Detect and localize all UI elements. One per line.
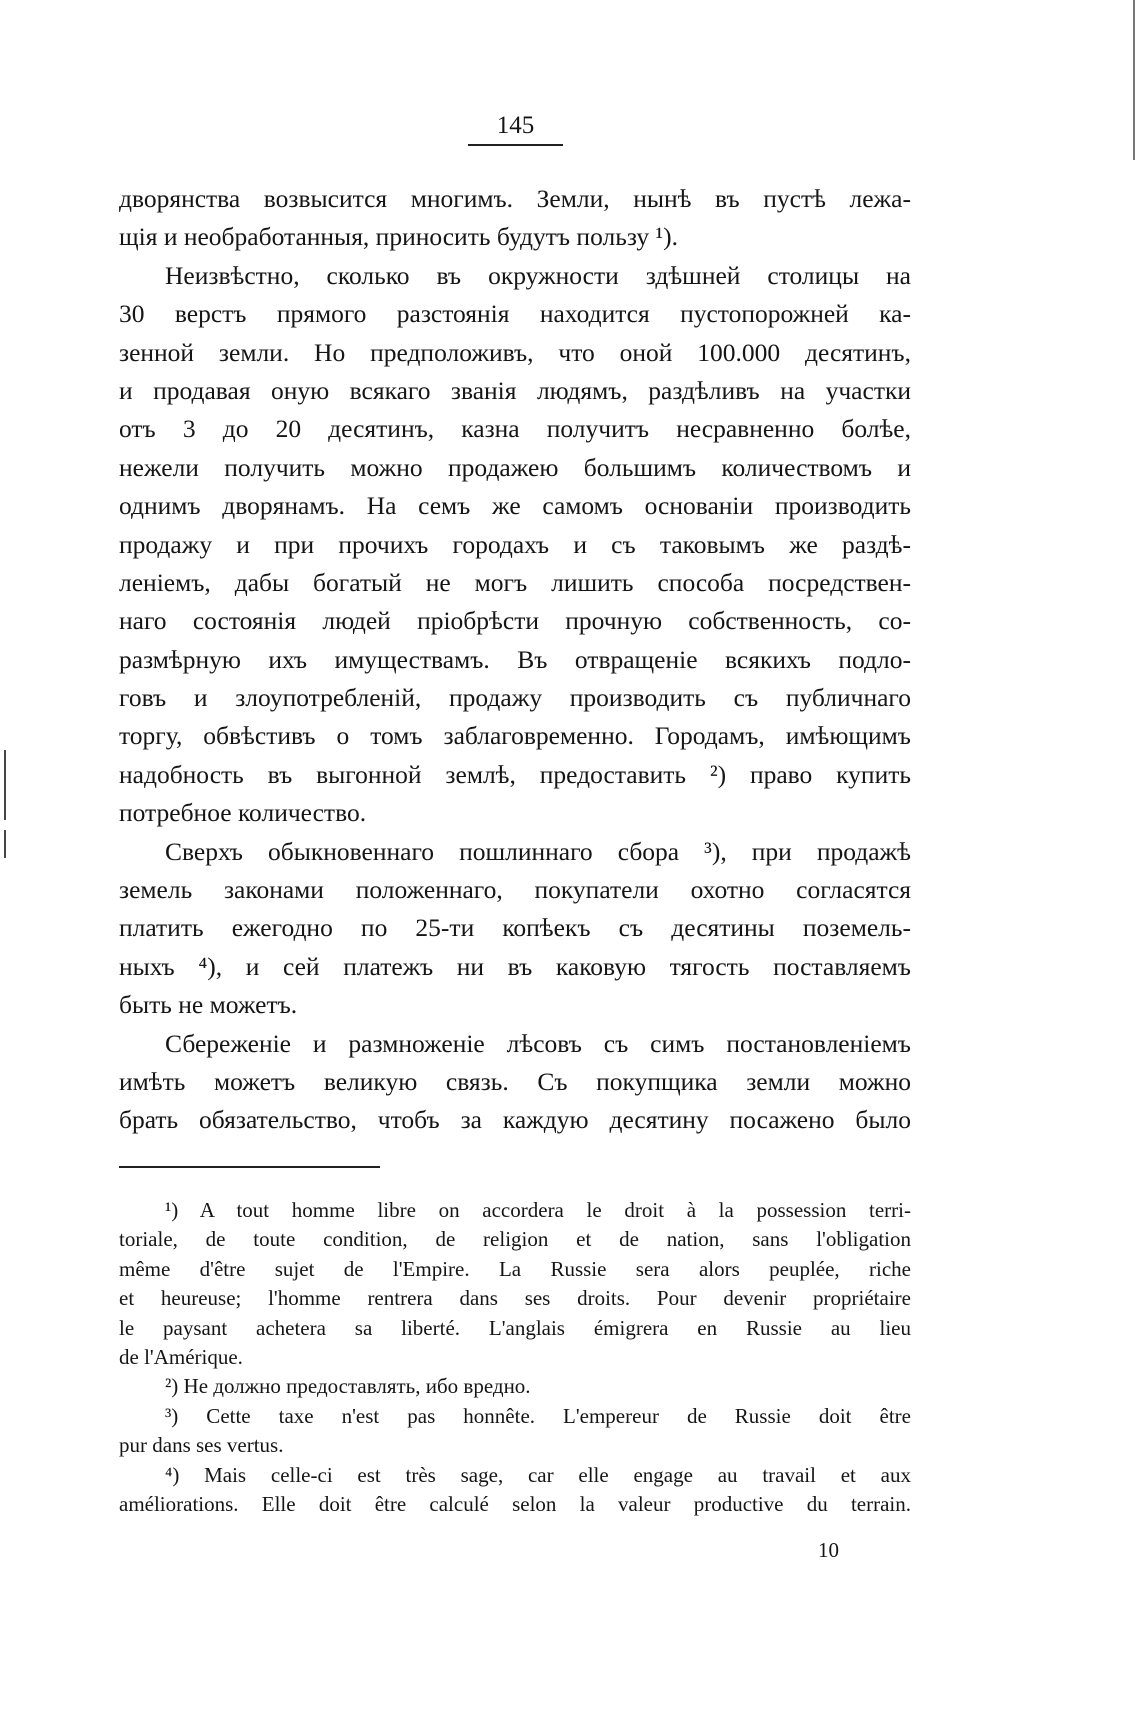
footnote-line: ⁴) Mais celle-ci est très sage, car elle engage au travail et aux — [165, 1462, 911, 1487]
footnote-line: ¹) A tout homme libre on accordera le droit à la possession terri- — [165, 1198, 911, 1222]
text-line: и продавая оную всякаго званія людямъ, раздѣливъ на участки — [119, 375, 911, 405]
text-line: потребное количество. — [119, 798, 367, 828]
signature-mark: 10 — [818, 1538, 839, 1562]
footnote-line: améliorations. Elle doit être calculé selon la valeur productive du terrain. — [119, 1491, 911, 1516]
text-line: говъ и злоупотребленій, продажу производить съ публичнаго — [119, 683, 911, 713]
page-number: 145 — [496, 112, 535, 139]
footnote-line: pur dans ses vertus. — [119, 1433, 284, 1458]
text-line: 30 верстъ прямого разстоянія находится пустопорожней ка- — [119, 299, 911, 329]
footnotes — [119, 1196, 911, 1519]
text-line: Неизвѣстно, сколько въ окружности здѣшней столицы на — [165, 260, 911, 290]
text-line: наго состоянія людей пріобрѣсти прочную собственность, со- — [119, 606, 911, 636]
text-line: надобность въ выгонной землѣ, предоставить ²) право купить — [119, 759, 911, 789]
text-line: Сверхъ обыкновеннаго пошлиннаго сбора ³), при продажѣ — [165, 836, 911, 866]
text-line: нежели получить можно продажею большимъ количествомъ и — [119, 452, 911, 482]
footnote-line: même d'être sujet de l'Empire. La Russie sera alors peuplée, riche — [119, 1256, 911, 1281]
footnote-line: et heureuse; l'homme rentrera dans ses droits. Pour devenir propriétaire — [119, 1286, 911, 1311]
text-line: Сбереженіе и размноженіе лѣсовъ съ симъ постановленіемъ — [165, 1028, 911, 1058]
page-number-rule — [468, 144, 563, 146]
scan-edge-mark — [4, 830, 6, 858]
footnote-line: ²) Не должно предоставлять, ибо вредно. — [165, 1374, 531, 1399]
text-line: продажу и при прочихъ городахъ и съ таковымъ же раздѣ- — [119, 529, 911, 559]
text-line: имѣть можетъ великую связь. Съ покупщика земли можно — [119, 1066, 911, 1096]
text-line: брать обязательство, чтобъ за каждую десятину посажено было — [119, 1105, 911, 1135]
scan-edge-mark — [4, 750, 6, 820]
text-line: зенной земли. Но предположивъ, что оной 100.000 десятинъ, — [119, 337, 911, 367]
scan-edge-mark — [1133, 0, 1135, 160]
main-text — [119, 180, 911, 1140]
text-line: ныхъ ⁴), и сей платежъ ни въ каковую тягость поставляемъ — [119, 951, 911, 981]
text-line: отъ 3 до 20 десятинъ, казна получитъ несравненно болѣе, — [119, 414, 911, 444]
text-line: однимъ дворянамъ. На семъ же самомъ основаніи производить — [119, 491, 911, 521]
text-line: дворянства возвысится многимъ. Земли, нынѣ въ пустѣ лежа- — [119, 184, 911, 213]
footnote-separator — [119, 1166, 380, 1168]
text-line: земель законами положеннаго, покупатели охотно согласятся — [119, 875, 911, 905]
text-line: щія и необработанныя, приносить будутъ пользу ¹). — [119, 222, 679, 252]
text-line: платить ежегодно по 25-ти копѣекъ съ десятины поземель- — [119, 913, 911, 943]
footnote-line: ³) Cette taxe n'est pas honnête. L'empereur de Russie doit être — [165, 1403, 911, 1428]
footnote-line: le paysant achetera sa liberté. L'anglais émigrera en Russie au lieu — [119, 1315, 911, 1340]
text-line: размѣрную ихъ имуществамъ. Въ отвращеніе всякихъ подло- — [119, 644, 911, 674]
text-line: быть не можетъ. — [119, 990, 298, 1020]
text-line: торгу, обвѣстивъ о томъ заблаговременно. Городамъ, имѣющимъ — [119, 721, 911, 751]
text-line: леніемъ, дабы богатый не могъ лишить способа посредствен- — [119, 567, 911, 597]
footnote-line: de l'Amérique. — [119, 1344, 243, 1369]
footnote-line: toriale, de toute condition, de religion et de nation, sans l'obligation — [119, 1227, 911, 1252]
